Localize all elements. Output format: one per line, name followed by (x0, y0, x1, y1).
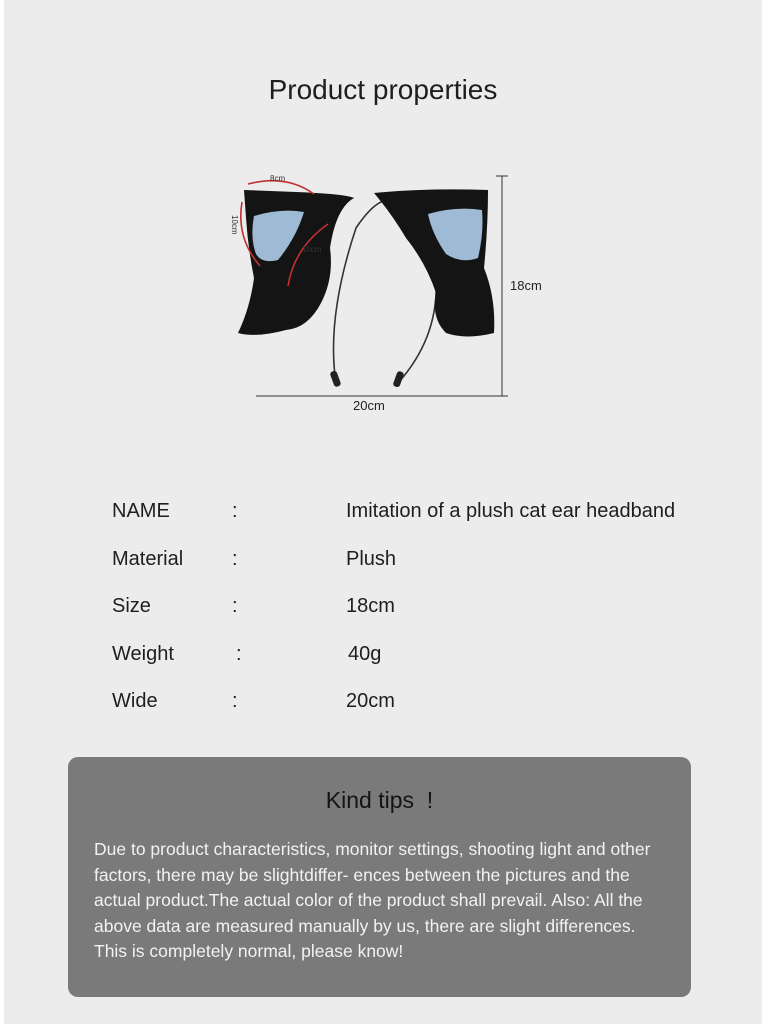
width-label: 20cm (353, 398, 385, 413)
property-name: Size (112, 595, 151, 617)
property-value: 20cm (346, 690, 395, 712)
ear-side-label: 10cm (230, 215, 239, 235)
property-separator: : (232, 547, 238, 570)
left-band-tip (329, 370, 341, 387)
properties-table (112, 500, 732, 738)
property-row (112, 548, 732, 596)
ear-inner-label: 10cm (302, 245, 322, 254)
tips-title: Kind tips ! (325, 787, 434, 813)
property-row (112, 690, 732, 738)
property-separator: : (232, 595, 238, 617)
product-diagram (226, 168, 556, 418)
tips-body: Due to product characteristics, monitor settings, shooting light and other factors, there may be slightdiffer- ences between the pictures and the actual product.The actual color of the product shall prevail. Also: All the above data are measured manually by us, there are slight differences. This is completely normal, please know! (94, 839, 651, 961)
property-name: NAME (112, 500, 170, 522)
property-value: Plush (346, 547, 397, 570)
property-row (112, 500, 732, 548)
property-name: Weight (112, 642, 174, 665)
page-title: Product properties (268, 74, 498, 105)
property-separator: : (236, 642, 242, 665)
property-name: Material (112, 547, 184, 570)
property-value: 18cm (346, 595, 395, 617)
property-row (112, 643, 732, 691)
property-name: Wide (112, 690, 158, 712)
property-value: 40g (348, 642, 382, 665)
property-separator: : (232, 690, 238, 712)
property-separator: : (232, 500, 238, 522)
kind-tips-box (68, 757, 691, 997)
property-value: Imitation of a plush cat ear headband (346, 500, 676, 522)
property-row (112, 595, 732, 643)
ear-top-label: 8cm (270, 174, 286, 183)
height-label: 18cm (510, 278, 542, 293)
right-band-tip (392, 370, 404, 387)
